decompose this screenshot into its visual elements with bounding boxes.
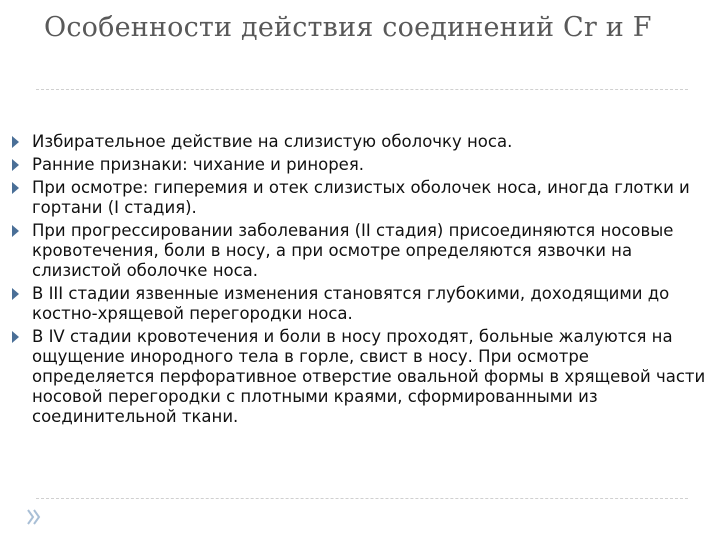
list-item — [12, 284, 712, 324]
triangle-right-icon — [12, 225, 19, 237]
list-item — [12, 178, 712, 218]
list-item — [12, 221, 712, 281]
list-item — [12, 132, 712, 152]
list-item-text: При осмотре: гиперемия и отек слизистых оболочек носа, иногда глотки и гортани (I стадия). — [32, 178, 690, 217]
list-item-text: В III стадии язвенные изменения становятся глубокими, доходящими до костно-хрящевой перегородки носа. — [32, 284, 670, 323]
list-item-text: При прогрессировании заболевания (II стадия) присоединяются носовые кровотечения, боли в носу, а при осмотре определяются язвочки на слизистой оболочке носа. — [32, 221, 674, 280]
list-item-text: Ранние признаки: чихание и ринорея. — [32, 155, 365, 174]
triangle-right-icon — [12, 159, 19, 171]
triangle-right-icon — [12, 331, 19, 343]
triangle-right-icon — [12, 288, 19, 300]
list-item — [12, 155, 712, 175]
chevron-corner-icon — [25, 508, 43, 526]
footer-divider — [36, 498, 688, 499]
list-item — [12, 327, 712, 427]
triangle-right-icon — [12, 136, 19, 148]
list-item-text: В IV стадии кровотечения и боли в носу проходят, больные жалуются на ощущение инородного тела в горле, свист в носу. При осмотре определяется перфоративное отверстие овальной формы в хрящевой части носовой перегородки с плотными краями, сформированными из соединительной ткани. — [32, 327, 706, 426]
list-item-text: Избирательное действие на слизистую оболочку носа. — [32, 132, 513, 151]
triangle-right-icon — [12, 182, 19, 194]
slide-title: Особенности действия соединений Cr и F — [44, 12, 652, 43]
title-divider — [36, 89, 688, 90]
bullet-list — [12, 132, 712, 430]
